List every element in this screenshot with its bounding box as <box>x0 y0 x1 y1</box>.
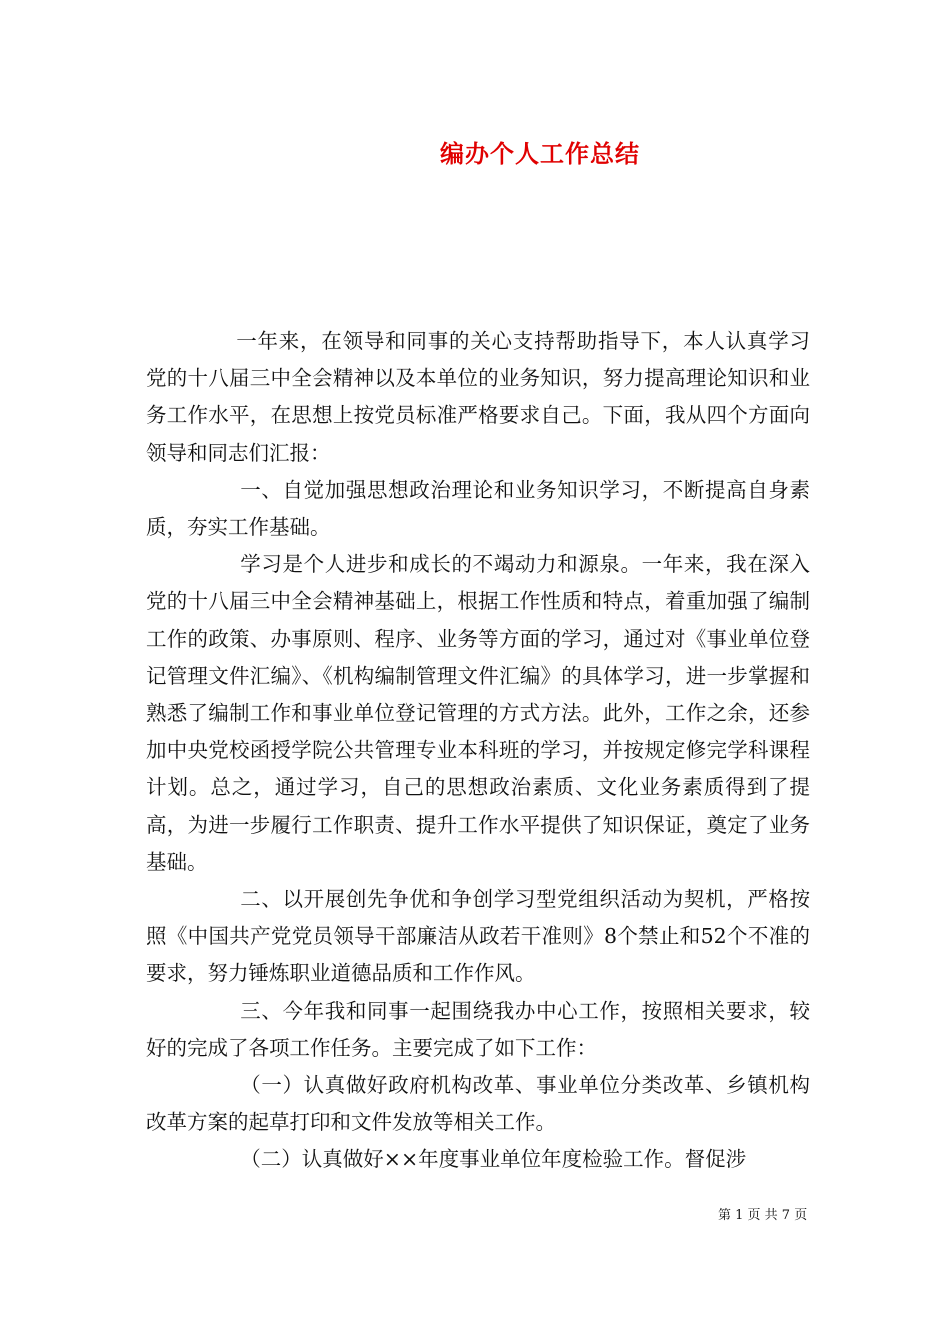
paragraph-item-1: （一）认真做好政府机构改革、事业单位分类改革、乡镇机构改革方案的起草打印和文件发放等相关工作。 <box>146 1073 810 1135</box>
paragraph-item-2: （二）认真做好××年度事业单位年度检验工作。督促涉 <box>240 1147 747 1172</box>
document-title: 编办个人工作总结 <box>440 140 640 168</box>
paragraph-section-3-heading: 三、今年我和同事一起围绕我办中心工作，按照相关要求，较好的完成了各项工作任务。主要完成了如下工作： <box>146 998 810 1060</box>
paragraph-study: 学习是个人进步和成长的不竭动力和源泉。一年来，我在深入党的十八届三中全会精神基础上，根据工作性质和特点，着重加强了编制工作的政策、办事原则、程序、业务等方面的学习，通过对《事业单位登记管理文件汇编》、《机构编制管理文件汇编》的具体学习，进一步掌握和熟悉了编制工作和事业单位登记管理的方式方法。此外，工作之余，还参加中央党校函授学院公共管理专业本科班的学习，并按规定修完学科课程计划。总之，通过学习，自己的思想政治素质、文化业务素质得到了提高，为进一步履行工作职责、提升工作水平提供了知识保证，奠定了业务基础。 <box>146 552 810 874</box>
paragraph-section-2-heading: 二、以开展创先争优和争创学习型党组织活动为契机，严格按照《中国共产党党员领导干部廉洁从政若干准则》8个禁止和52个不准的要求，努力锤炼职业道德品质和工作作风。 <box>146 887 810 986</box>
paragraph-section-1-heading: 一、自觉加强思想政治理论和业务知识学习，不断提高自身素质，夯实工作基础。 <box>146 477 810 540</box>
paragraph-intro: 一年来，在领导和同事的关心支持帮助指导下，本人认真学习党的十八届三中全会精神以及本单位的业务知识，努力提高理论知识和业务工作水平，在思想上按党员标准严格要求自己。下面，我从四个方面向领导和同志们汇报： <box>146 329 810 465</box>
document-body <box>146 323 810 1179</box>
page-number-footer: 第 1 页 共 7 页 <box>718 1208 808 1223</box>
